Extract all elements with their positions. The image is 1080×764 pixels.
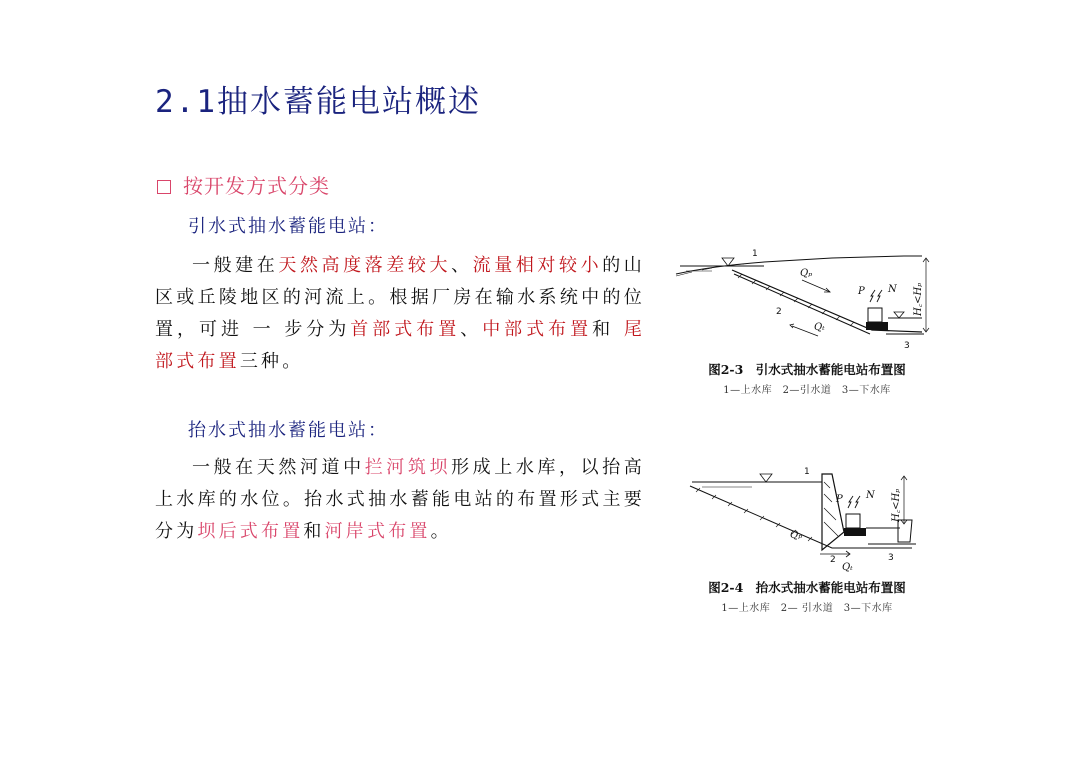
diversion-text-segment: 、 <box>451 255 473 276</box>
figure1-caption: 图2-3 引水式抽水蓄能电站布置图 <box>708 362 906 377</box>
diversion-text-segment: 、 <box>460 319 483 340</box>
diversion-text-segment: 天然高度落差较大 <box>278 255 452 276</box>
fig2-label-qp: Qₚ <box>790 530 803 541</box>
dam-text-segment: 坝后式布置 <box>197 521 304 542</box>
fig2-label-qt: Qₜ <box>842 562 853 573</box>
diversion-heading: 引水式抽水蓄能电站： <box>188 216 388 237</box>
fig1-label-p: P <box>858 286 865 297</box>
fig1-label-3: 3 <box>904 341 910 351</box>
dam-text-segment: 拦河筑坝 <box>364 457 452 478</box>
diversion-text-segment: 尾部式布置 <box>155 319 646 372</box>
dam-text-segment: 河岸式布置 <box>324 521 431 542</box>
dam-text-segment: 。 <box>430 521 452 542</box>
diversion-text-segment: 一般建在 <box>192 255 279 276</box>
diversion-text-segment: 三种。 <box>239 351 304 372</box>
fig1-label-qt: Qₜ <box>814 322 825 333</box>
section-heading-text: 按开发方式分类 <box>183 174 330 198</box>
fig2-label-1: 1 <box>804 467 810 477</box>
diversion-text-segment: 的山区或丘陵地区的河流上。根据厂房在输水系统中的位置，可进 一 步分为 <box>155 255 645 340</box>
slide-title: 2.1抽水蓄能电站概述 <box>155 84 481 120</box>
fig2-label-n: N <box>866 490 875 501</box>
diversion-diagram <box>672 246 942 356</box>
fig2-label-h: H꜀<Hₚ <box>891 488 902 522</box>
dam-text-segment: 形成上水库，以抬高上水库的水位。抬水式抽水蓄能电站的布置形式主要分为 <box>155 457 645 542</box>
figure2-caption: 图2-4 抬水式抽水蓄能电站布置图 <box>708 580 906 595</box>
dam-diagram <box>672 462 942 574</box>
fig1-label-2: 2 <box>776 307 782 317</box>
fig1-label-1: 1 <box>752 249 758 259</box>
diversion-text-segment: 首部式布置 <box>350 319 461 340</box>
diversion-text-segment: 流量相对较小 <box>472 255 603 276</box>
figure-diversion <box>672 246 942 396</box>
dam-paragraph <box>155 452 645 548</box>
fig2-label-p: P <box>836 494 843 505</box>
section-heading <box>157 170 330 199</box>
diversion-paragraph <box>155 250 645 378</box>
figure-dam <box>672 462 942 614</box>
figure1-legend: 1—上水库 2—引水道 3—下水库 <box>723 385 891 396</box>
diversion-text-segment: 中部式布置 <box>482 319 593 340</box>
fig2-label-2: 2 <box>830 555 836 565</box>
dam-text-segment: 和 <box>303 521 325 542</box>
figure2-legend: 1—上水库 2— 引水道 3—下水库 <box>721 603 893 614</box>
dam-heading: 抬水式抽水蓄能电站： <box>188 420 388 441</box>
diversion-text-segment: 和 <box>592 319 624 340</box>
checkbox-bullet-icon <box>157 180 171 194</box>
fig1-label-h: H꜀<Hₚ <box>913 282 924 316</box>
dam-text-segment: 一般在天然河道中 <box>192 457 365 478</box>
fig2-label-3: 3 <box>888 553 894 563</box>
fig1-label-n: N <box>888 284 897 295</box>
fig1-label-qp: Qₚ <box>800 268 813 279</box>
